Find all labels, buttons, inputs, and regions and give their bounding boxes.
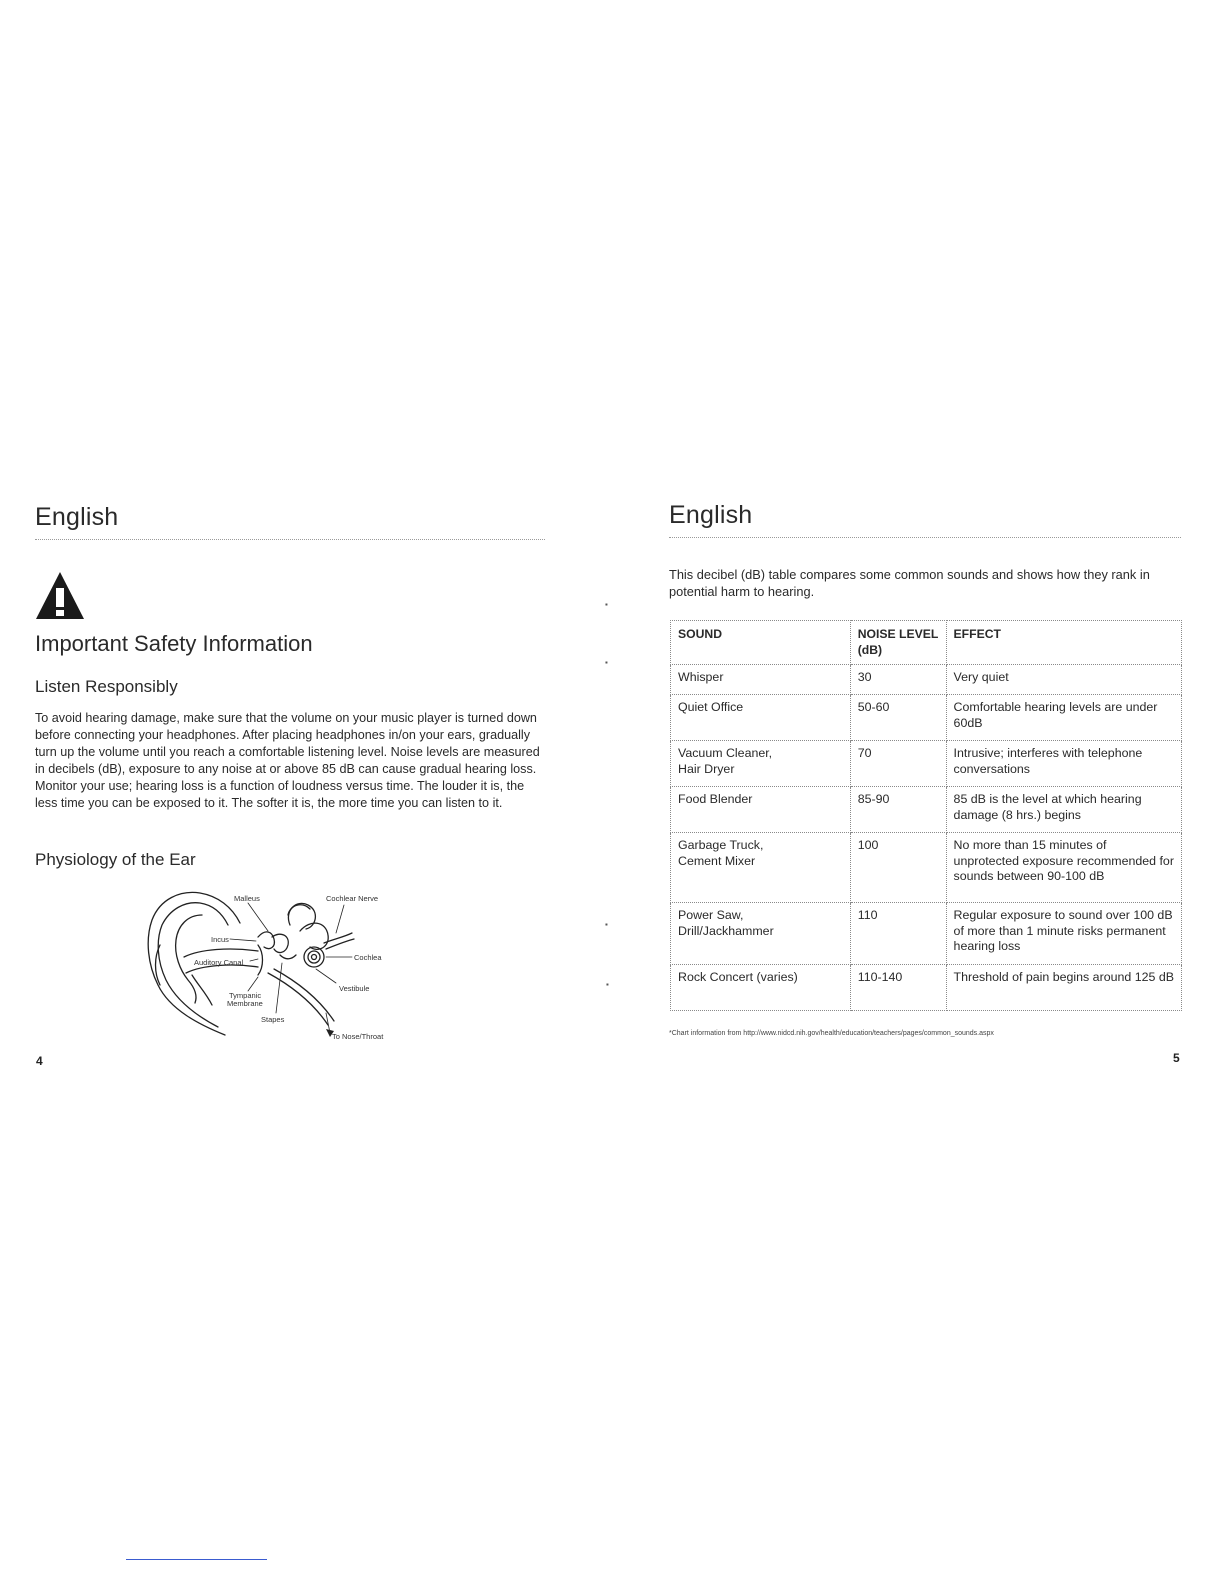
table-row	[671, 965, 1182, 1011]
header-effect: EFFECT	[946, 621, 1181, 665]
left-language-heading: English	[35, 503, 119, 531]
label-membrane: Membrane	[227, 999, 263, 1008]
table-row	[671, 741, 1182, 787]
warning-icon	[35, 571, 85, 621]
cell-sound: Garbage Truck, Cement Mixer	[671, 833, 851, 903]
cell-noise-level: 30	[850, 665, 946, 695]
cell-sound: Food Blender	[671, 787, 851, 833]
decibel-intro: This decibel (dB) table compares some common sounds and shows how they rank in potential harm to hearing.	[669, 567, 1150, 599]
cell-sound: Quiet Office	[671, 695, 851, 741]
scan-artifact-line	[126, 1559, 267, 1560]
label-stapes: Stapes	[261, 1015, 285, 1024]
gutter-mark: ▪	[605, 658, 608, 667]
cell-effect: Intrusive; interferes with telephone conversations	[946, 741, 1181, 787]
cell-effect: 85 dB is the level at which hearing damage (8 hrs.) begins	[946, 787, 1181, 833]
left-page-number: 4	[36, 1054, 43, 1068]
cell-sound: Vacuum Cleaner, Hair Dryer	[671, 741, 851, 787]
label-cochlea: Cochlea	[354, 953, 382, 962]
table-row	[671, 903, 1182, 965]
safety-title: Important Safety Information	[35, 631, 313, 656]
table-row	[671, 833, 1182, 903]
cell-noise-level: 110-140	[850, 965, 946, 1011]
gutter-mark: ▪	[605, 600, 608, 609]
listen-responsibly-title: Listen Responsibly	[35, 677, 178, 696]
label-auditory-canal: Auditory Canal	[194, 958, 244, 967]
right-heading-divider	[669, 537, 1181, 538]
cell-noise-level: 70	[850, 741, 946, 787]
cell-noise-level: 110	[850, 903, 946, 965]
decibel-table	[670, 620, 1182, 1011]
label-incus: Incus	[211, 935, 229, 944]
header-sound: SOUND	[671, 621, 851, 665]
cell-sound: Rock Concert (varies)	[671, 965, 851, 1011]
right-page-number: 5	[1173, 1051, 1180, 1065]
cell-noise-level: 85-90	[850, 787, 946, 833]
header-noise-level: NOISE LEVEL (dB)	[850, 621, 946, 665]
cell-effect: Threshold of pain begins around 125 dB	[946, 965, 1181, 1011]
table-row	[671, 787, 1182, 833]
cell-effect: No more than 15 minutes of unprotected exposure recommended for sounds between 90-100 dB	[946, 833, 1181, 903]
right-language-heading: English	[669, 501, 753, 529]
chart-source-footnote: *Chart information from http://www.nidcd.nih.gov/health/education/teachers/pages/common_sounds.aspx	[669, 1030, 994, 1037]
cell-sound: Power Saw, Drill/Jackhammer	[671, 903, 851, 965]
cell-effect: Comfortable hearing levels are under 60dB	[946, 695, 1181, 741]
listen-responsibly-body: To avoid hearing damage, make sure that the volume on your music player is turned down before connecting your headphones. After placing headphones in/on your ears, gradually turn up the volume until you reach a comfortable listening level. Noise levels are measured in decibels (dB), exposure to any noise at or above 85 dB can cause gradual hearing loss. Monitor your use; hearing loss is a function of loudness versus time. The louder it is, the less time you can be exposed to it. The softer it is, the more time you can listen to it.	[35, 711, 540, 810]
cell-effect: Regular exposure to sound over 100 dB of more than 1 minute risks permanent hearing loss	[946, 903, 1181, 965]
label-cochlear-nerve: Cochlear Nerve	[326, 894, 379, 903]
cell-noise-level: 100	[850, 833, 946, 903]
label-malleus: Malleus	[234, 894, 260, 903]
label-vestibule: Vestibule	[339, 984, 370, 993]
table-row	[671, 695, 1182, 741]
label-nose-throat: To Nose/Throat	[332, 1032, 384, 1041]
table-header-row	[671, 621, 1182, 665]
table-row	[671, 665, 1182, 695]
ear-diagram	[140, 885, 400, 1045]
physiology-title: Physiology of the Ear	[35, 850, 196, 869]
left-heading-divider	[35, 539, 545, 540]
label-tympanic: Tympanic	[229, 991, 262, 1000]
gutter-mark: ▪	[606, 980, 609, 989]
cell-noise-level: 50-60	[850, 695, 946, 741]
gutter-mark: ▪	[605, 920, 608, 929]
cell-sound: Whisper	[671, 665, 851, 695]
cell-effect: Very quiet	[946, 665, 1181, 695]
